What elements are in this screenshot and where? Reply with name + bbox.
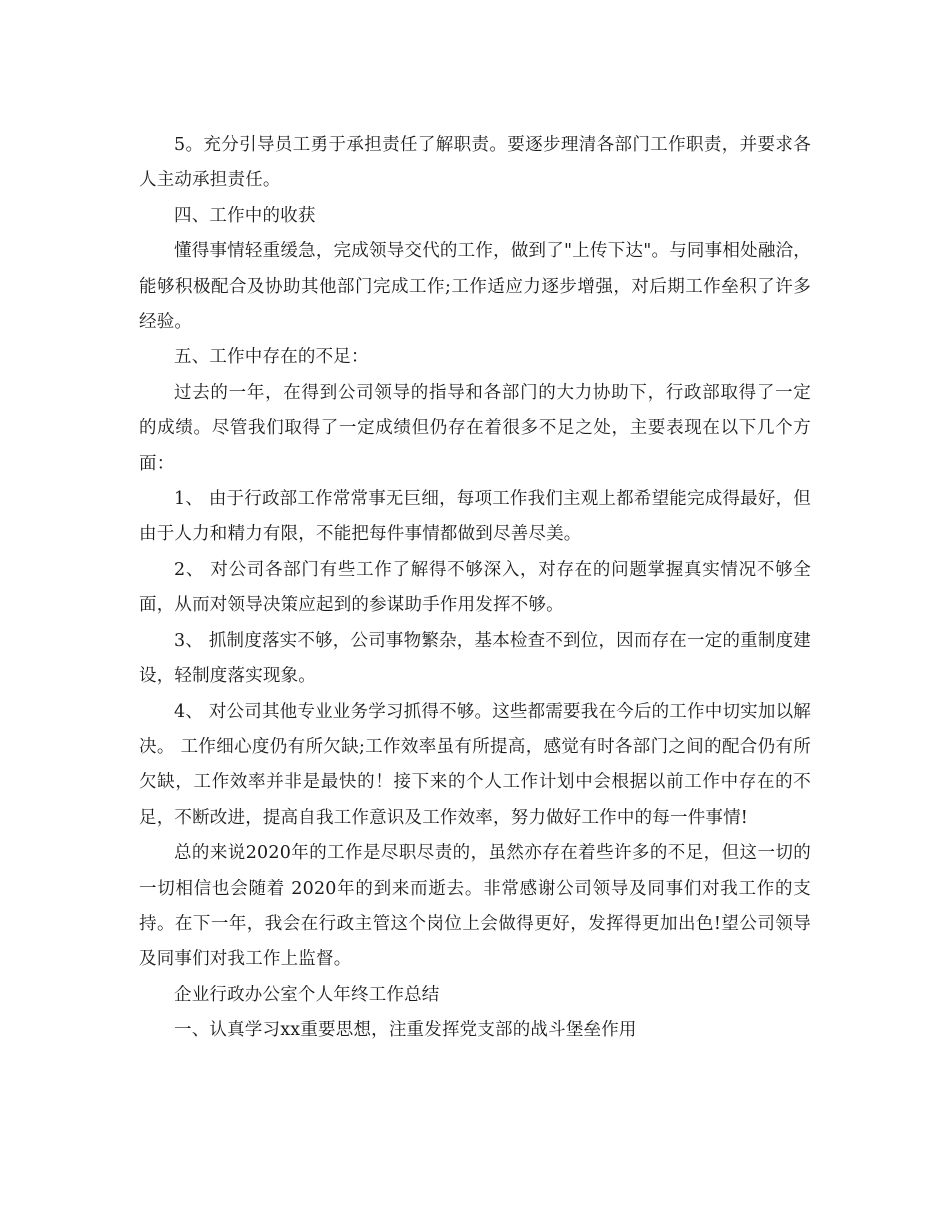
list-item-1: 1、 由于行政部工作常常事无巨细，每项工作我们主观上都希望能完成得最好，但由于人力和精力有限，不能把每件事情都做到尽善尽美。 [139,489,811,545]
paragraph-summary: 总的来说2020年的工作是尽职尽责的，虽然亦存在着些许多的不足，但这一切的一切相信也会随着 2020年的到来而逝去。非常感谢公司领导及同事们对我工作的支持。在下一年，我会在行政主管这个岗位上会做得更好，发挥得更加出色!望公司领导及同事们对我工作上监督。 [139,843,811,970]
list-item-2: 2、 对公司各部门有些工作了解得不够深入，对存在的问题掌握真实情况不够全面，从而对领导决策应起到的参谋助手作用发挥不够。 [139,559,811,616]
section-title-annual-summary: 企业行政办公室个人年终工作总结 [174,984,440,1005]
section-heading-study: 一、认真学习xx重要思想，注重发挥党支部的战斗堡垒作用 [174,1020,637,1041]
paragraph-gains: 懂得事情轻重缓急，完成领导交代的工作，做到了"上传下达"。与同事相处融洽，能够积极配合及协助其他部门完成工作;工作适应力逐步增强，对后期工作垒积了许多经验。 [139,241,811,333]
paragraph-responsibility: 5。充分引导员工勇于承担责任了解职责。要逐步理清各部门工作职责，并要求各人主动承担责任。 [139,135,811,191]
document-body [139,128,811,1049]
section-heading-gains: 四、工作中的收获 [174,205,316,226]
section-heading-shortcomings: 五、工作中存在的不足： [174,347,369,368]
list-item-3: 3、 抓制度落实不够，公司事物繁杂，基本检查不到位，因而存在一定的重制度建设，轻制度落实现象。 [139,630,811,687]
list-item-4: 4、 对公司其他专业业务学习抓得不够。这些都需要我在今后的工作中切实加以解决。 工作细心度仍有所欠缺;工作效率虽有所提高，感觉有时各部门之间的配合仍有所欠缺，工作效率并非是最快的！接下来的个人工作计划中会根据以前工作中存在的不足，不断改进，提高自我工作意识及工作效率，努力做好工作中的每一件事情! [139,701,811,828]
paragraph-shortcomings-intro: 过去的一年，在得到公司领导的指导和各部门的大力协助下，行政部取得了一定的成绩。尽管我们取得了一定成绩但仍存在着很多不足之处，主要表现在以下几个方面： [139,382,811,474]
